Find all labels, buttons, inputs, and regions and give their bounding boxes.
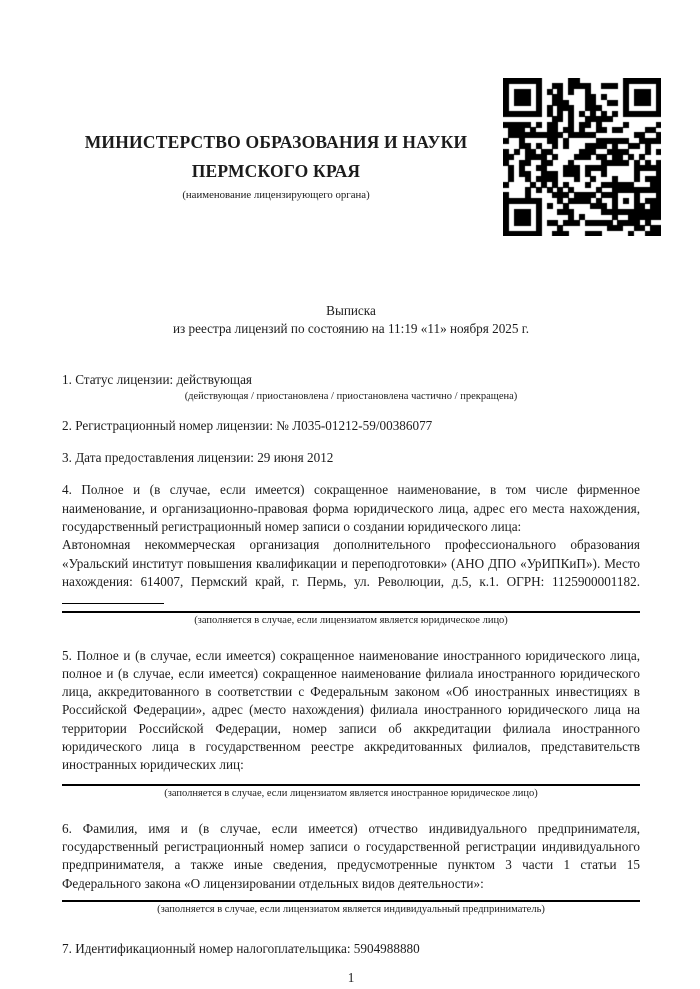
item-individual-description: 6. Фамилия, имя и (в случае, если имеется) отчество индивидуального предпринимателя, государственный регистрационный номер записи о государственной регистрации индивидуального предпринимателя, а также иные сведения, предусмотренные пунктом 3 части 1 статьи 15 Федерального закона «О лицензировании отдельных видов деятельности»: [62, 820, 640, 891]
item-grant-date: 3. Дата предоставления лицензии: 29 июня 2012 [62, 450, 334, 466]
item-license-status-caption: (действующая / приостановлена / приостановлена частично / прекращена) [184, 390, 518, 402]
licensing-authority-header [62, 128, 490, 202]
item-legal-entity-caption: (заполняется в случае, если лицензиатом является юридическое лицо) [194, 614, 508, 626]
item-legal-entity-value [62, 536, 640, 609]
ministry-name-line1: МИНИСТЕРСТВО ОБРАЗОВАНИЯ И НАУКИ [84, 132, 468, 152]
ministry-name-line2: ПЕРМСКОГО КРАЯ [191, 161, 361, 181]
item-foreign-entity-description: 5. Полное и (в случае, если имеется) сокращенное наименование иностранного юридического лица, полное и (в случае, если имеется) сокращенное наименование филиала иностранного юридического лица, аккредитованного в соответствии с Федеральным законом «Об иностранных инвестициях в Российской Федерации», адрес (место нахождения) филиала иностранного юридического лица на территории Российской Федерации, номер записи об аккредитации филиала иностранного юридического лица в государственном реестре аккредитованных филиалов, представительств иностранных юридических лиц: [62, 647, 640, 773]
item-legal-entity-description: 4. Полное и (в случае, если имеется) сокращенное наименование, в том числе фирменное наименование, и организационно-правовая форма юридического лица, адрес его места нахождения, государственный регистрационный номер записи о создании юридического лица: [62, 482, 640, 535]
document-body [62, 302, 640, 987]
item-individual-caption: (заполняется в случае, если лицензиатом является индивидуальный предприниматель) [157, 903, 545, 915]
legal-entity-value-text: Автономная некоммерческая организация дополнительного профессионального образования «Уральский институт повышения квалификации и переподготовки» (АНО ДПО «УрИПКиП»). Место нахождения: 614007, Пермский край, г. Пермь, ул. Революции, д.5, к.1. ОГРН: 1125900001182. [62, 537, 640, 589]
item-registration-number: 2. Регистрационный номер лицензии: № Л035-01212-59/00386077 [62, 417, 433, 433]
document-title-line2: из реестра лицензий по состоянию на 11:19 «11» ноября 2025 г. [172, 321, 530, 337]
item-foreign-entity-caption: (заполняется в случае, если лицензиатом является иностранное юридическое лицо) [164, 787, 538, 799]
item-taxpayer-number: 7. Идентификационный номер налогоплательщика: 5904988880 [62, 940, 420, 956]
fill-in-underline [62, 600, 164, 604]
qr-code-image [503, 78, 661, 236]
page-number: 1 [347, 970, 355, 986]
blank-fill-line [62, 893, 640, 902]
item-license-status: 1. Статус лицензии: действующая [62, 371, 253, 387]
document-title [62, 302, 640, 339]
blank-fill-line [62, 775, 640, 786]
qr-code [503, 78, 661, 236]
document-title-line1: Выписка [326, 303, 376, 318]
separator-rule [62, 611, 640, 613]
ministry-caption: (наименование лицензирующего органа) [182, 189, 370, 201]
